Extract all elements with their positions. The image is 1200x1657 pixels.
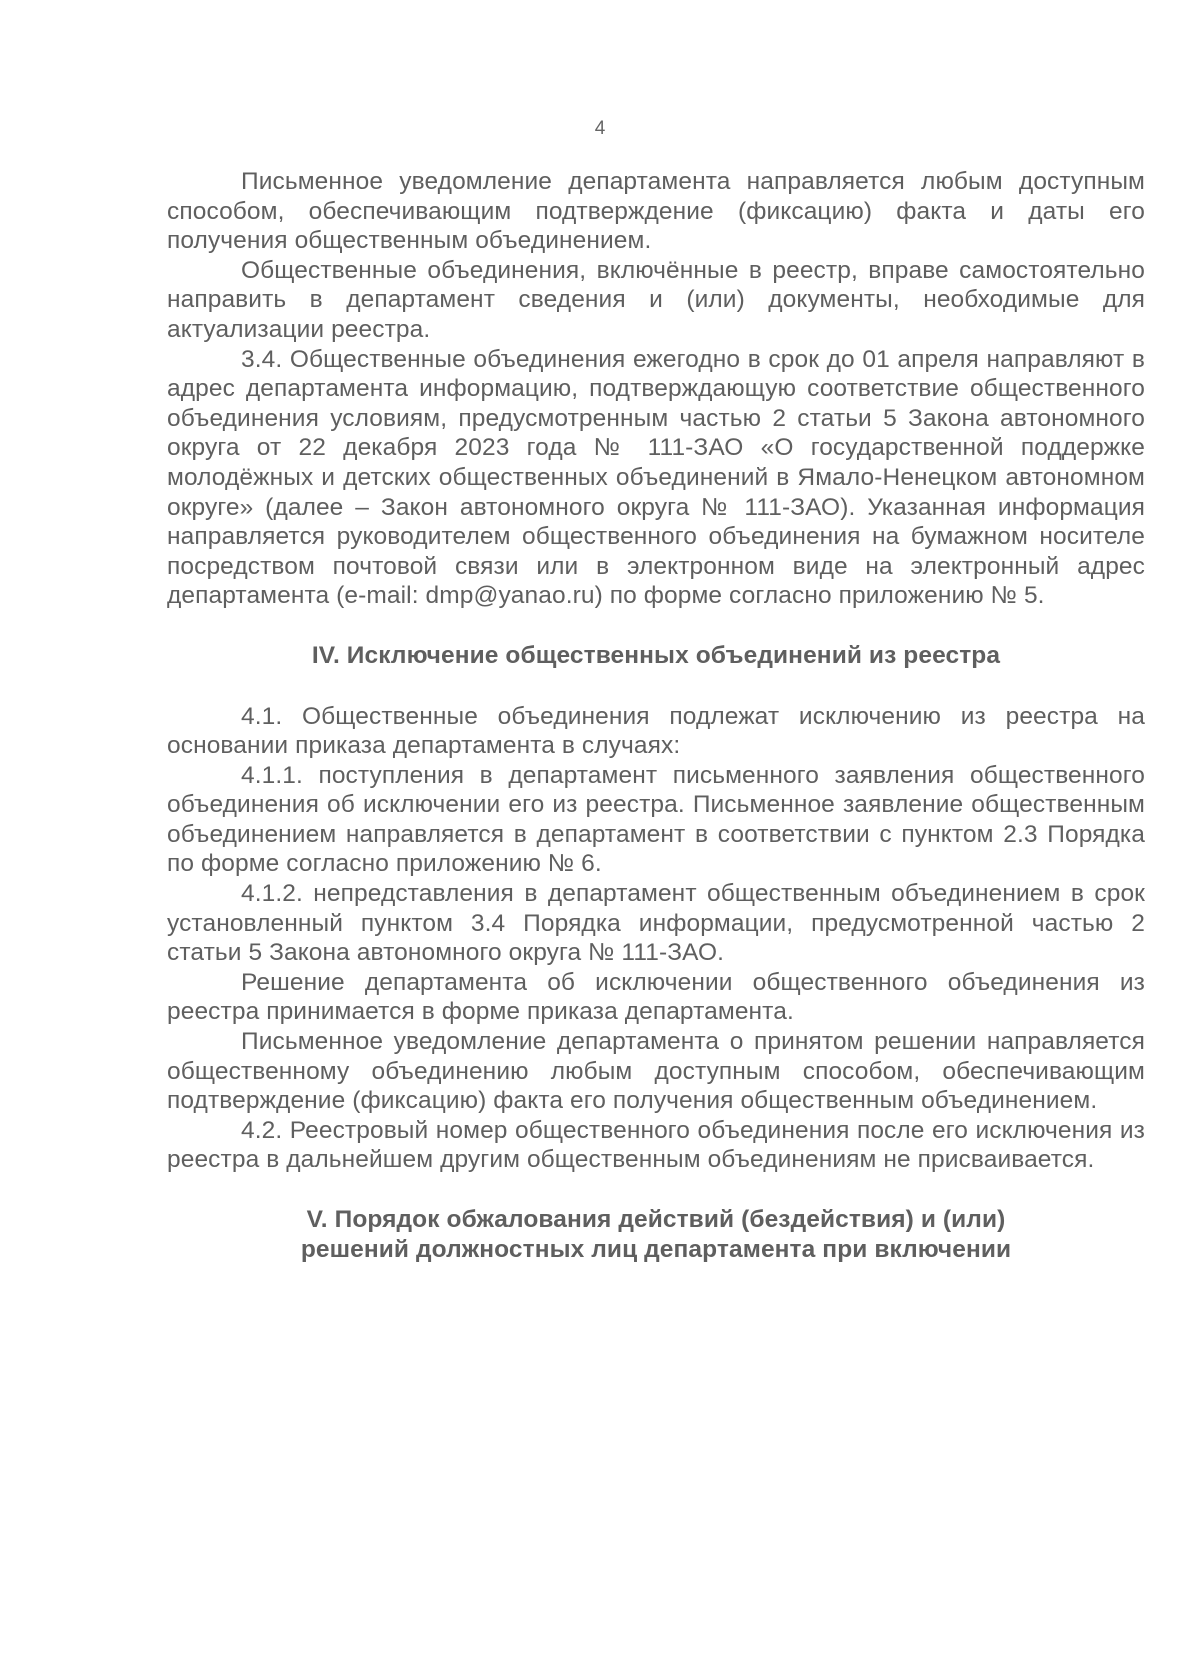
paragraph: Письменное уведомление департамента направляется любым доступным способом, обеспечивающим подтверждение (фиксацию) факта и даты его получения общественным объединением. [167, 168, 1145, 255]
paragraph: 4.2. Реестровый номер общественного объединения после его исключения из реестра в дальнейшем другим общественным объединениям не присваивается. [167, 1116, 1145, 1174]
paragraph: Решение департамента об исключении общественного объединения из реестра принимается в форме приказа департамента. [167, 968, 1145, 1026]
paragraph: Общественные объединения, включённые в реестр, вправе самостоятельно направить в департамент сведения и (или) документы, необходимые для актуализации реестра. [167, 256, 1145, 343]
paragraph: 4.1.1. поступления в департамент письменного заявления общественного объединения об исключении его из реестра. Письменное заявление общественным объединением направляется в департамент в соответствии с пунктом 2.3 Порядка по форме согласно приложению № 6. [167, 761, 1145, 878]
section-heading: IV. Исключение общественных объединений из реестра [311, 641, 1001, 669]
paragraph: 4.1. Общественные объединения подлежат исключению из реестра на основании приказа департамента в случаях: [167, 702, 1145, 760]
section-heading [167, 1205, 1145, 1264]
paragraph: 4.1.2. непредставления в департамент общественным объединением в срок установленный пунктом 3.4 Порядка информации, предусмотренной частью 2 статьи 5 Закона автономного округа № 111-ЗАО. [167, 880, 1145, 967]
section-heading-line: решений должностных лиц департамента при включении [300, 1235, 1012, 1263]
page-number: 4 [594, 118, 606, 139]
paragraph: 3.4. Общественные объединения ежегодно в срок до 01 апреля направляют в адрес департамента информацию, подтверждающую соответствие общественного объединения условиям, предусмотренным частью 2 статьи 5 Закона автономного округа от 22 декабря 2023 года № 111-ЗАО «О государственной поддержке молодёжных и детских общественных объединений в Ямало-Ненецком автономном округе» (далее – Закон автономного округа № 111-ЗАО). Указанная информация направляется руководителем общественного объединения на бумажном носителе посредством почтовой связи или в электронном виде на электронный адрес департамента (e-mail: dmp@yanao.ru) по форме согласно приложению № 5. [167, 345, 1145, 610]
section-heading-line: V. Порядок обжалования действий (бездействия) и (или) [306, 1206, 1006, 1233]
document-body [167, 167, 1145, 1264]
paragraph: Письменное уведомление департамента о принятом решении направляется общественному объединению любым доступным способом, обеспечивающим подтверждение (фиксацию) факта его получения общественным объединением. [167, 1028, 1145, 1115]
